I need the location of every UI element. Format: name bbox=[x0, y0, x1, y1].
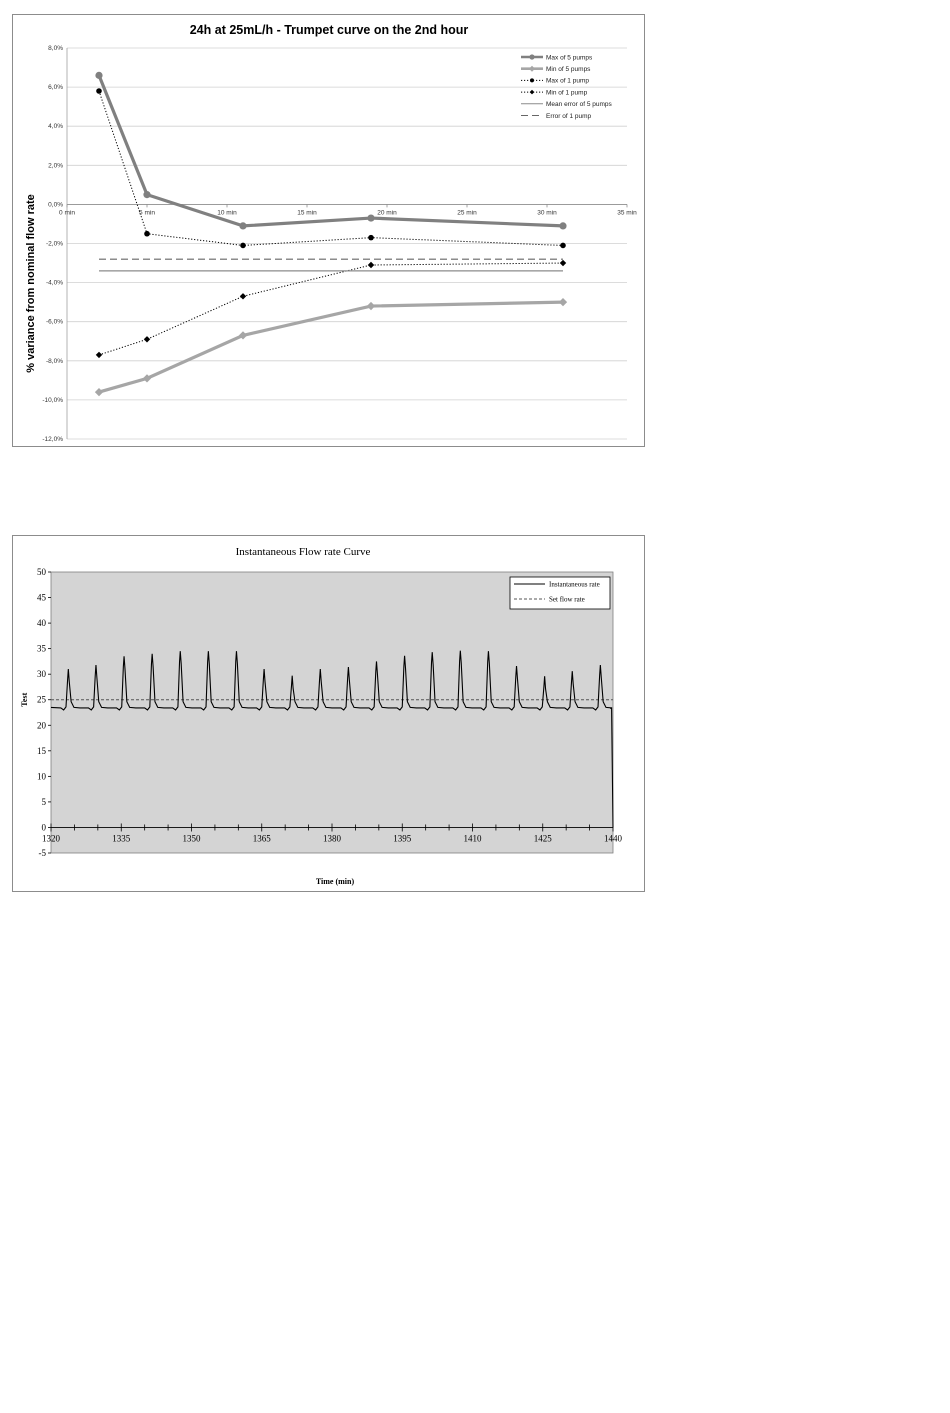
x-tick-label: 30 min bbox=[537, 209, 557, 217]
x-tick-label: 1350 bbox=[182, 833, 201, 844]
y-tick-label: 20 bbox=[37, 720, 46, 731]
y-tick-label: 30 bbox=[37, 669, 46, 680]
legend-label: Max of 1 pump bbox=[546, 77, 589, 85]
x-tick-label: 1335 bbox=[112, 833, 131, 844]
legend-marker bbox=[530, 78, 534, 82]
data-point bbox=[144, 336, 150, 342]
y-tick-label: 50 bbox=[37, 567, 46, 577]
y-tick-label: -12,0% bbox=[42, 436, 63, 443]
flow-chart-canvas bbox=[13, 536, 646, 893]
data-point bbox=[143, 191, 150, 198]
x-tick-label: 20 min bbox=[377, 209, 397, 217]
x-tick-label: 1425 bbox=[533, 833, 552, 844]
legend-item-error-of-1-pump bbox=[521, 113, 592, 120]
data-point bbox=[560, 260, 566, 266]
chart-title: 24h at 25mL/h - Trumpet curve on the 2nd hour bbox=[189, 23, 469, 37]
x-tick-label: 25 min bbox=[457, 209, 477, 217]
x-tick-label: 1320 bbox=[42, 833, 60, 844]
y-tick-label: 25 bbox=[37, 694, 46, 705]
data-point bbox=[559, 298, 567, 306]
series-min-of-1-pump bbox=[96, 260, 566, 358]
trumpet-chart-canvas bbox=[13, 15, 646, 448]
data-point bbox=[95, 72, 102, 79]
legend-label: Mean error of 5 pumps bbox=[546, 101, 612, 109]
y-axis-label: % variance from nominal flow rate bbox=[25, 194, 37, 373]
chart-title: Instantaneous Flow rate Curve bbox=[235, 546, 371, 558]
legend-item-max-of-1-pump bbox=[521, 78, 589, 85]
legend-marker bbox=[529, 54, 534, 59]
y-tick-label: -2,0% bbox=[46, 240, 63, 248]
x-tick-label: 1365 bbox=[252, 833, 271, 844]
y-tick-label: 5 bbox=[41, 796, 46, 807]
series-line bbox=[99, 302, 563, 392]
legend-label: Set flow rate bbox=[549, 595, 585, 604]
data-point bbox=[560, 243, 566, 249]
legend-label: Error of 1 pump bbox=[546, 112, 592, 120]
series-min-of-5-pumps bbox=[95, 298, 567, 396]
y-tick-label: -6,0% bbox=[46, 318, 63, 326]
plot-area bbox=[51, 572, 613, 853]
data-point bbox=[144, 231, 150, 237]
data-point bbox=[95, 388, 103, 396]
series-max-of-5-pumps bbox=[95, 72, 566, 230]
x-tick-label: 10 min bbox=[217, 209, 237, 217]
x-axis-label: Time (min) bbox=[315, 877, 355, 886]
legend-item-mean-error-of-5-pumps bbox=[521, 101, 613, 108]
data-point bbox=[96, 88, 102, 94]
x-tick-label: 35 min bbox=[617, 209, 637, 217]
x-tick-label: 1440 bbox=[604, 833, 622, 844]
data-point bbox=[367, 214, 374, 221]
legend-label: Min of 1 pump bbox=[546, 89, 588, 97]
data-point bbox=[368, 262, 374, 268]
legend-item-min-of-5-pumps bbox=[521, 66, 591, 73]
data-point bbox=[367, 302, 375, 310]
legend-marker bbox=[529, 66, 535, 72]
trumpet-curve-chart bbox=[12, 14, 645, 447]
data-point bbox=[559, 222, 566, 229]
y-tick-label: -4,0% bbox=[46, 279, 63, 287]
y-tick-label: 6,0% bbox=[48, 84, 63, 92]
x-tick-label: 5 min bbox=[139, 209, 155, 217]
y-tick-label: -5 bbox=[38, 848, 46, 858]
y-axis-label: Test bbox=[20, 692, 29, 707]
x-tick-label: 0 min bbox=[59, 209, 75, 217]
legend-marker bbox=[530, 90, 535, 95]
y-tick-label: 15 bbox=[37, 745, 46, 756]
y-tick-label: -8,0% bbox=[46, 357, 63, 365]
x-tick-label: 15 min bbox=[297, 209, 317, 217]
x-tick-label: 1410 bbox=[463, 833, 482, 844]
y-tick-label: 0,0% bbox=[48, 201, 63, 209]
legend-label: Max of 5 pumps bbox=[546, 54, 593, 62]
data-point bbox=[240, 243, 246, 249]
x-tick-label: 1395 bbox=[393, 833, 412, 844]
series-line bbox=[99, 75, 563, 226]
instantaneous-flow-chart bbox=[12, 535, 645, 892]
data-point bbox=[239, 222, 246, 229]
data-point bbox=[96, 352, 102, 358]
y-tick-label: 2,0% bbox=[48, 162, 63, 170]
y-tick-label: 10 bbox=[37, 771, 46, 782]
legend-item-min-of-1-pump bbox=[521, 89, 588, 96]
series-line bbox=[99, 263, 563, 355]
y-tick-label: 0 bbox=[41, 822, 46, 833]
y-tick-label: -10,0% bbox=[42, 396, 63, 404]
legend-label: Min of 5 pumps bbox=[546, 66, 591, 73]
y-tick-label: 4,0% bbox=[48, 123, 63, 131]
legend-label: Instantaneous rate bbox=[549, 580, 600, 589]
data-point bbox=[368, 235, 374, 241]
y-tick-label: 8,0% bbox=[48, 45, 63, 52]
data-point bbox=[240, 293, 246, 299]
legend-item-max-of-5-pumps bbox=[521, 54, 593, 61]
y-tick-label: 40 bbox=[37, 618, 46, 629]
y-tick-label: 45 bbox=[37, 592, 46, 603]
y-tick-label: 35 bbox=[37, 643, 46, 654]
x-tick-label: 1380 bbox=[323, 833, 341, 844]
